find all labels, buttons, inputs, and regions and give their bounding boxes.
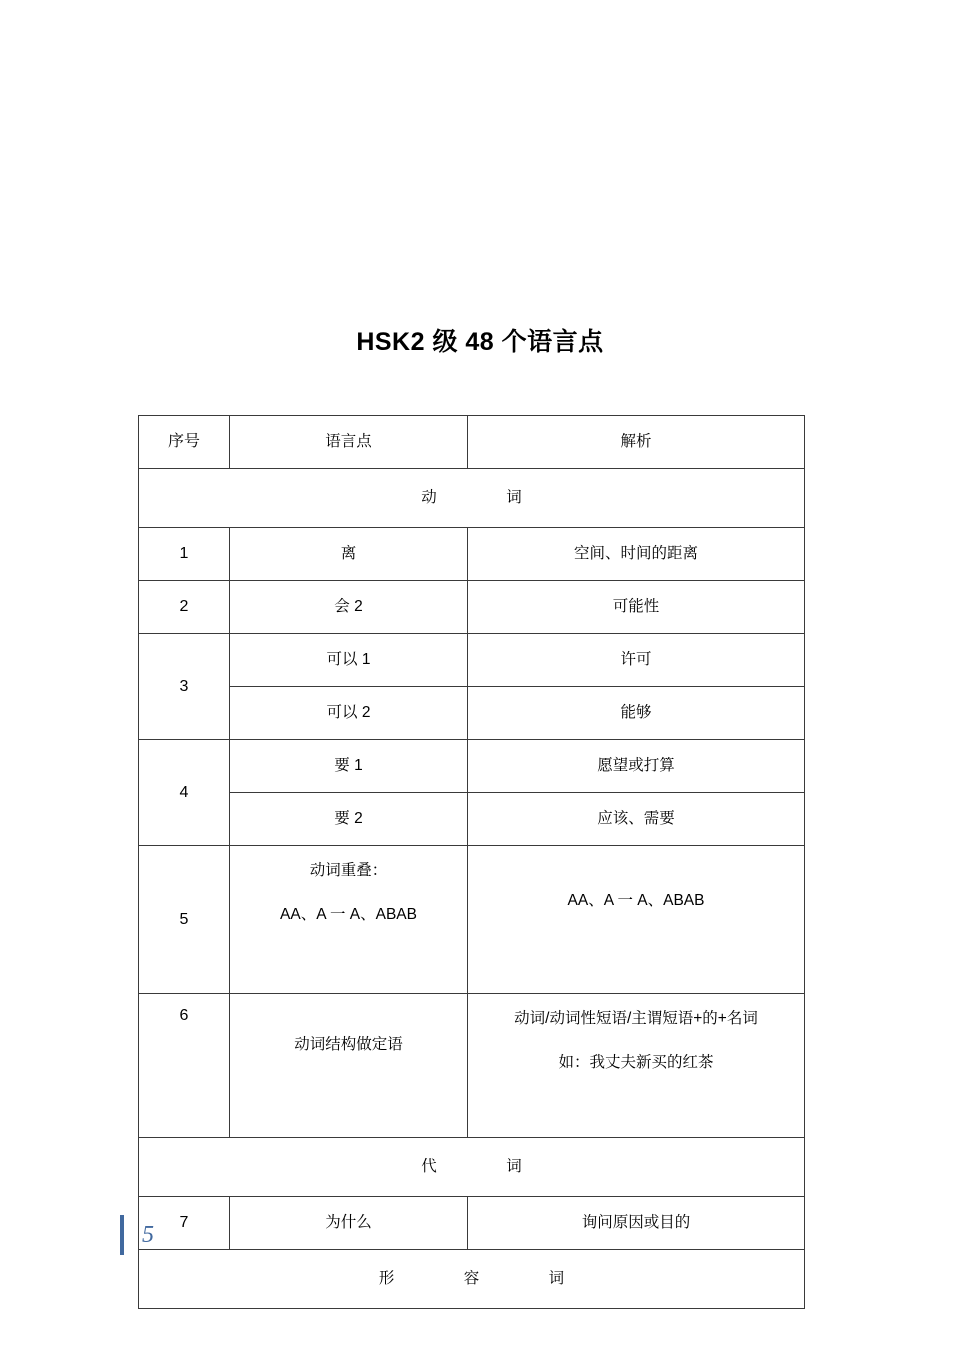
row-explanation bbox=[468, 994, 805, 1138]
row-explanation: AA、A 一 A、ABAB bbox=[468, 846, 805, 994]
row-language-point-line2: AA、A 一 A、ABAB bbox=[280, 906, 417, 924]
row-number: 3 bbox=[139, 634, 230, 740]
table-row bbox=[139, 528, 805, 581]
row-explanation: 空间、时间的距离 bbox=[468, 528, 805, 581]
row-language-point: 离 bbox=[230, 528, 468, 581]
table-row bbox=[139, 994, 805, 1138]
page-number: 5 bbox=[142, 1221, 154, 1248]
table-row bbox=[139, 846, 805, 994]
row-explanation: 愿望或打算 bbox=[468, 740, 805, 793]
row-explanation: 询问原因或目的 bbox=[468, 1197, 805, 1250]
section-label-adjectives: 形 容 词 bbox=[139, 1250, 805, 1309]
table-row bbox=[139, 793, 805, 846]
section-label-pronouns: 代 词 bbox=[139, 1138, 805, 1197]
page-title: HSK2 级 48 个语言点 bbox=[356, 328, 604, 356]
row-explanation: 许可 bbox=[468, 634, 805, 687]
table-row bbox=[139, 581, 805, 634]
row-number: 1 bbox=[139, 528, 230, 581]
row-explanation: 可能性 bbox=[468, 581, 805, 634]
section-row-pronouns bbox=[139, 1138, 805, 1197]
row-language-point: 会 2 bbox=[230, 581, 468, 634]
row-language-point: 可以 1 bbox=[230, 634, 468, 687]
table-row bbox=[139, 634, 805, 687]
section-label-verbs: 动 词 bbox=[139, 469, 805, 528]
table-row bbox=[139, 687, 805, 740]
row-number: 6 bbox=[139, 994, 230, 1138]
page-footer bbox=[120, 1212, 154, 1258]
header-cell-point: 语言点 bbox=[230, 416, 468, 469]
row-language-point: 要 1 bbox=[230, 740, 468, 793]
footer-accent-bar bbox=[120, 1215, 124, 1255]
row-language-point bbox=[230, 846, 468, 994]
row-explanation-line2: 如：我丈夫新买的红茶 bbox=[558, 1054, 714, 1072]
row-number: 4 bbox=[139, 740, 230, 846]
section-row-verbs bbox=[139, 469, 805, 528]
table-row bbox=[139, 1197, 805, 1250]
header-cell-no: 序号 bbox=[139, 416, 230, 469]
row-number: 7 bbox=[139, 1197, 230, 1250]
row-explanation: 能够 bbox=[468, 687, 805, 740]
table-header-row bbox=[139, 416, 805, 469]
header-cell-explanation: 解析 bbox=[468, 416, 805, 469]
row-language-point: 动词结构做定语 bbox=[230, 994, 468, 1138]
row-language-point: 要 2 bbox=[230, 793, 468, 846]
row-language-point-line1: 动词重叠： bbox=[309, 862, 388, 879]
row-language-point: 可以 2 bbox=[230, 687, 468, 740]
row-number: 5 bbox=[139, 846, 230, 994]
table-row bbox=[139, 740, 805, 793]
row-explanation-line1: 动词/动词性短语/主谓短语+的+名词 bbox=[514, 1010, 758, 1027]
row-language-point: 为什么 bbox=[230, 1197, 468, 1250]
row-explanation: 应该、需要 bbox=[468, 793, 805, 846]
section-row-adjectives bbox=[139, 1250, 805, 1309]
grammar-points-table bbox=[138, 415, 805, 1309]
row-number: 2 bbox=[139, 581, 230, 634]
